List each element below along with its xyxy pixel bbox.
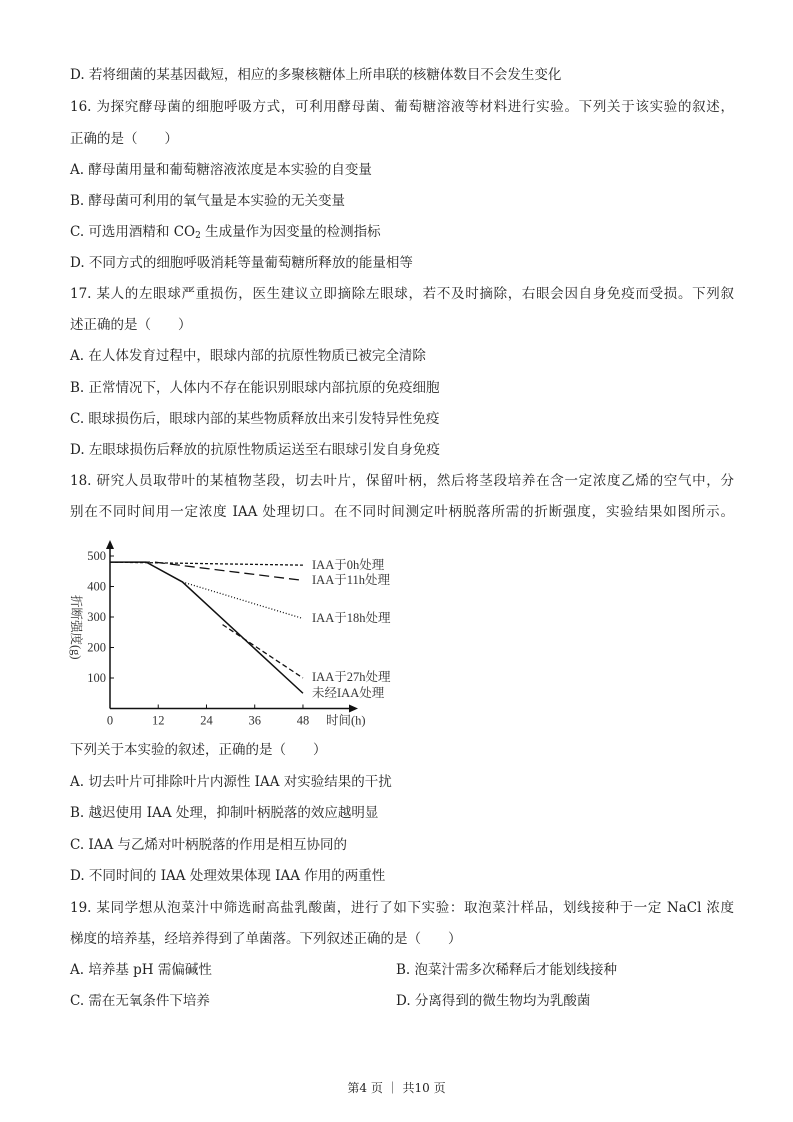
series-label-2: IAA于18h处理 — [312, 611, 391, 625]
series-label-1: IAA于11h处理 — [312, 573, 391, 587]
series-line-4 — [110, 562, 303, 693]
series-label-3: IAA于27h处理 — [312, 670, 391, 684]
q18-option-b: B. 越迟使用 IAA 处理，抑制叶柄脱落的效应越明显 — [70, 805, 379, 821]
x-axis-arrow — [349, 705, 358, 713]
x-tick-label: 12 — [151, 713, 165, 728]
q16-option-b: B. 酵母菌可利用的氧气量是本实验的无关变量 — [70, 193, 346, 209]
q19-option-c: C. 需在无氧条件下培养 — [70, 993, 210, 1009]
q19-option-b: B. 泡菜汁需多次稀释后才能划线接种 — [396, 962, 618, 978]
q16-option-d: D. 不同方式的细胞呼吸消耗等量葡萄糖所释放的能量相等 — [70, 255, 413, 271]
q18-stem-cont: 别在不同时间用一定浓度 IAA 处理切口。在不同时间测定叶柄脱落所需的折断强度，实验结果如图所示。 — [70, 504, 734, 520]
q16-option-c — [70, 222, 381, 246]
y-tick-label: 300 — [87, 610, 106, 624]
q17-option-c: C. 眼球损伤后，眼球内部的某些物质释放出来引发特异性免疫 — [70, 411, 440, 427]
x-axis-label: 时间(h) — [326, 713, 366, 728]
y-axis-label: 折断强度(g) — [69, 595, 83, 660]
q18-option-a: A. 切去叶片可排除叶片内源性 IAA 对实验结果的干扰 — [70, 774, 392, 790]
q19-stem: 19. 某同学想从泡菜汁中筛选耐高盐乳酸菌，进行了如下实验：取泡菜汁样品，划线接种于一定 NaCl 浓度 — [70, 900, 734, 916]
q19-option-d: D. 分离得到的微生物均为乳酸菌 — [396, 993, 591, 1009]
q18-option-c: C. IAA 与乙烯对叶柄脱落的作用是相互协同的 — [70, 837, 348, 853]
x-tick-label: 0 — [106, 713, 114, 728]
series-label-4: 未经IAA处理 — [312, 686, 385, 700]
q18-stem: 18. 研究人员取带叶的某植物茎段，切去叶片，保留叶柄，然后将茎段培养在含一定浓度乙烯的空气中，分 — [70, 473, 734, 489]
y-tick-label: 400 — [87, 579, 106, 594]
series-label-0: IAA于0h处理 — [312, 558, 385, 572]
series-line-3 — [223, 625, 303, 678]
q16c-sub: 2 — [195, 231, 201, 241]
abscission-strength-chart — [60, 540, 430, 735]
q16c-text: C. 可选用酒精和 CO — [70, 224, 196, 240]
y-tick-label: 200 — [87, 640, 106, 655]
y-axis-arrow — [106, 540, 114, 549]
q18-option-d: D. 不同时间的 IAA 处理效果体现 IAA 作用的两重性 — [70, 868, 386, 884]
series-line-1 — [110, 562, 303, 580]
series-line-2 — [182, 582, 303, 619]
x-tick-label: 24 — [200, 713, 213, 728]
q17-option-d: D. 左眼球损伤后释放的抗原性物质运送至右眼球引发自身免疫 — [70, 442, 440, 458]
q17-option-a: A. 在人体发育过程中，眼球内部的抗原性物质已被完全清除 — [70, 348, 426, 364]
q17-stem-cont: 述正确的是（ ） — [70, 317, 192, 333]
chart-series — [110, 557, 391, 700]
x-tick-label: 48 — [296, 713, 310, 728]
q19-stem-cont: 梯度的培养基，经培养得到了单菌落。下列叙述正确的是（ ） — [70, 931, 462, 947]
q16-stem: 16. 为探究酵母菌的细胞呼吸方式，可利用酵母菌、葡萄糖溶液等材料进行实验。下列关于该实验的叙述， — [70, 99, 734, 115]
y-tick-label: 500 — [87, 549, 106, 563]
q17-option-b: B. 正常情况下，人体内不存在能识别眼球内部抗原的免疫细胞 — [70, 380, 440, 396]
q19-option-a: A. 培养基 pH 需偏碱性 — [70, 962, 212, 978]
q17-stem: 17. 某人的左眼球严重损伤，医生建议立即摘除左眼球，若不及时摘除，右眼会因自身免疫而受损。下列叙 — [70, 286, 734, 302]
q18-question: 下列关于本实验的叙述，正确的是（ ） — [70, 742, 327, 758]
y-tick-label: 100 — [87, 671, 106, 685]
q16c-text-2: 生成量作为因变量的检测指标 — [200, 224, 381, 240]
q15-option-d: D. 若将细菌的某基因截短，相应的多聚核糖体上所串联的核糖体数目不会发生变化 — [70, 67, 562, 83]
q16-option-a: A. 酵母菌用量和葡萄糖溶液浓度是本实验的自变量 — [70, 162, 372, 178]
x-tick-label: 36 — [248, 713, 261, 728]
q16-stem-cont: 正确的是（ ） — [70, 131, 178, 147]
page-footer: 第4 页 ｜ 共10 页 — [347, 1081, 446, 1095]
